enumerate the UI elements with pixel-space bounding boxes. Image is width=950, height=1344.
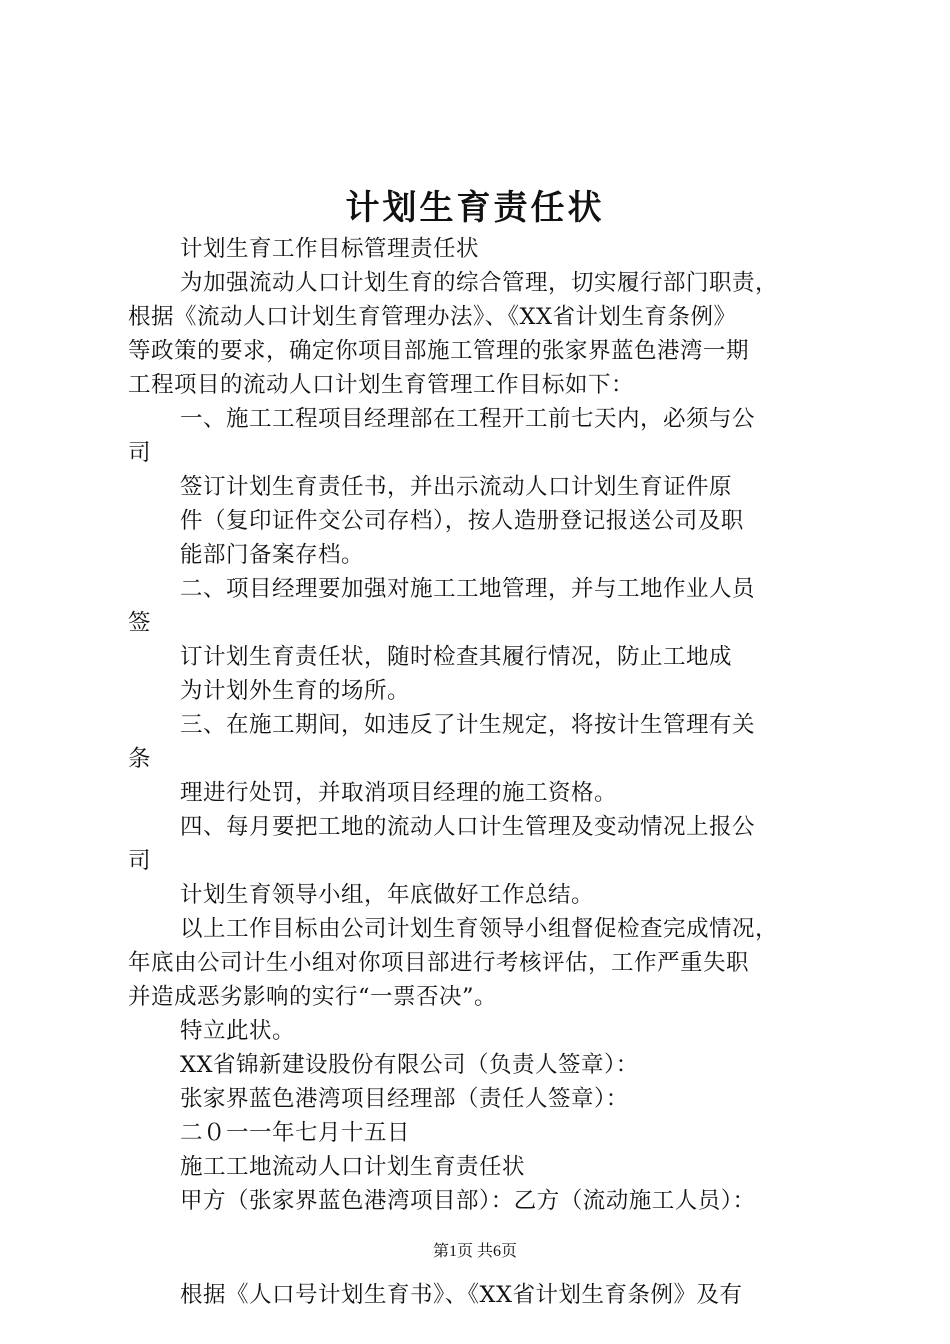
paragraph-line: 理进行处罚，并取消项目经理的施工资格。 [180, 780, 618, 806]
paragraph-line: 计划生育工作目标管理责任状 [180, 236, 480, 262]
paragraph-line: 工程项目的流动人口计划生育管理工作目标如下： [128, 372, 635, 398]
paragraph-line: 并造成恶劣影响的实行“一票否决”。 [128, 984, 498, 1010]
signature-line: 张家界蓝色港湾项目经理部（责任人签章）： [180, 1086, 629, 1112]
paragraph-line: 根据《流动人口计划生育管理办法》、《XX省计划生育条例》 [128, 304, 737, 330]
paragraph-line: 等政策的要求，确定你项目部施工管理的张家界蓝色港湾一期 [128, 338, 750, 364]
parties-line: 甲方（张家界蓝色港湾项目部）：乙方（流动施工人员）： [180, 1188, 756, 1214]
paragraph-line: 为加强流动人口计划生育的综合管理，切实履行部门职责， [180, 270, 779, 296]
section-heading: 施工工地流动人口计划生育责任状 [180, 1154, 526, 1180]
paragraph-line: 以上工作目标由公司计划生育领导小组督促检查完成情况， [180, 916, 779, 942]
date-line: 二０一一年七月十五日 [180, 1120, 411, 1146]
document-title: 计划生育责任状 [345, 188, 605, 228]
page-number: 第1页 共6页 [432, 1243, 517, 1260]
paragraph-line: 司 [128, 440, 152, 466]
paragraph-line: 件（复印证件交公司存档），按人造册登记报送公司及职 [180, 508, 744, 534]
paragraph-line: 一、施工工程项目经理部在工程开工前七天内，必须与公 [180, 406, 756, 432]
paragraph-line: 订计划生育责任状，随时检查其履行情况，防止工地成 [180, 644, 733, 670]
paragraph-line: 四、每月要把工地的流动人口计生管理及变动情况上报公 [180, 814, 756, 840]
paragraph-line: 能部门备案存档。 [180, 542, 365, 568]
paragraph-line: 特立此状。 [180, 1018, 296, 1044]
paragraph-line: 计划生育领导小组，年底做好工作总结。 [180, 882, 595, 908]
paragraph-line: 年底由公司计生小组对你项目部进行考核评估，工作严重失职 [128, 950, 750, 976]
document-body [128, 232, 848, 1312]
paragraph-line: 签 [128, 610, 152, 636]
paragraph-line: 二、项目经理要加强对施工工地管理，并与工地作业人员 [180, 576, 756, 602]
paragraph-line: 签订计划生育责任书，并出示流动人口计划生育证件原 [180, 474, 733, 500]
paragraph-line: 司 [128, 848, 152, 874]
paragraph-line: 为计划外生育的场所。 [180, 678, 411, 704]
paragraph-line: 条 [128, 746, 152, 772]
paragraph-line: 根据《人口号计划生育书》、《XX省计划生育条例》及有 [180, 1282, 743, 1308]
signature-line: XX省锦新建设股份有限公司（负责人签章）： [180, 1052, 639, 1078]
paragraph-line: 三、在施工期间，如违反了计生规定，将按计生管理有关 [180, 712, 756, 738]
